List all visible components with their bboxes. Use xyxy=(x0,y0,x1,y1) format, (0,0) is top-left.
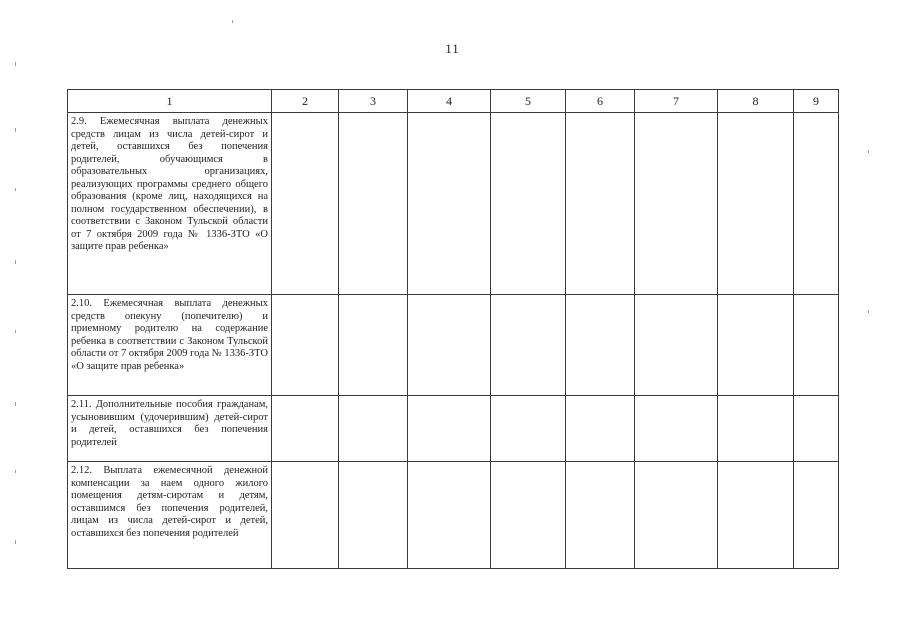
scan-speck xyxy=(15,260,16,264)
scan-speck xyxy=(868,150,869,153)
table-cell xyxy=(635,295,718,396)
page-number: 11 xyxy=(445,41,460,56)
table-cell xyxy=(339,295,408,396)
column-header-6: 6 xyxy=(566,90,635,113)
data-table xyxy=(67,89,839,569)
table-cell xyxy=(794,462,839,569)
table-row xyxy=(68,113,839,295)
table-cell xyxy=(718,396,794,462)
table-cell xyxy=(491,462,566,569)
column-header-4: 4 xyxy=(408,90,491,113)
table-cell xyxy=(718,462,794,569)
row-description: 2.11. Дополнительные пособия гражданам, усыновившим (удочерившим) детей-сирот и детей, оставшихся без попечения родителей xyxy=(68,396,272,462)
row-description: 2.9. Ежемесячная выплата денежных средств лицам из числа детей-сирот и детей, оставшихся без попечения родителей, обучающимся в образовательных организациях, реализующих программы среднего общего образования (кроме лиц, находящихся на полном государственном обеспечении), в соответствии с Законом Тульской области от 7 октября 2009 года № 1336-ЗТО «О защите прав ребенка» xyxy=(68,113,272,295)
column-header-8: 8 xyxy=(718,90,794,113)
row-description: 2.12. Выплата ежемесячной денежной компенсации за наем одного жилого помещения детям-сиротам и детям, оставшимся без попечения родителей, лицам из числа детей-сирот и детей, оставшихся без попечения родителей xyxy=(68,462,272,569)
table-cell xyxy=(408,113,491,295)
table-cell xyxy=(408,462,491,569)
scan-speck xyxy=(15,330,16,333)
table-cell xyxy=(566,295,635,396)
column-header-5: 5 xyxy=(491,90,566,113)
table-cell xyxy=(408,396,491,462)
table-cell xyxy=(794,295,839,396)
table-cell xyxy=(272,113,339,295)
table-cell xyxy=(635,462,718,569)
scan-speck xyxy=(15,188,16,191)
table-cell xyxy=(339,462,408,569)
column-header-1: 1 xyxy=(68,90,272,113)
table-cell xyxy=(491,295,566,396)
row-description: 2.10. Ежемесячная выплата денежных средств опекуну (попечителю) и приемному родителю на содержание ребенка в соответствии с Законом Тульской области от 7 октября 2009 года № 1336-ЗТО «О защите прав ребенка» xyxy=(68,295,272,396)
table-cell xyxy=(794,113,839,295)
column-header-9: 9 xyxy=(794,90,839,113)
table-cell xyxy=(272,396,339,462)
scan-speck xyxy=(15,128,16,132)
table-cell xyxy=(635,396,718,462)
scan-speck xyxy=(15,540,16,544)
table-cell xyxy=(566,113,635,295)
scan-speck xyxy=(15,62,16,66)
table-cell xyxy=(718,295,794,396)
table-cell xyxy=(272,462,339,569)
table-cell xyxy=(408,295,491,396)
column-header-3: 3 xyxy=(339,90,408,113)
table-cell xyxy=(635,113,718,295)
scan-speck xyxy=(232,20,233,23)
table-row xyxy=(68,462,839,569)
scan-speck xyxy=(868,310,869,313)
table-cell xyxy=(339,396,408,462)
table-row xyxy=(68,295,839,396)
table-cell xyxy=(566,396,635,462)
table-cell xyxy=(718,113,794,295)
table-cell xyxy=(491,396,566,462)
table-cell xyxy=(339,113,408,295)
table-cell xyxy=(272,295,339,396)
scan-speck xyxy=(15,470,16,473)
header-row xyxy=(68,90,839,113)
table-cell xyxy=(794,396,839,462)
table-cell xyxy=(566,462,635,569)
column-header-7: 7 xyxy=(635,90,718,113)
column-header-2: 2 xyxy=(272,90,339,113)
table-row xyxy=(68,396,839,462)
table-cell xyxy=(491,113,566,295)
scan-speck xyxy=(15,402,16,406)
